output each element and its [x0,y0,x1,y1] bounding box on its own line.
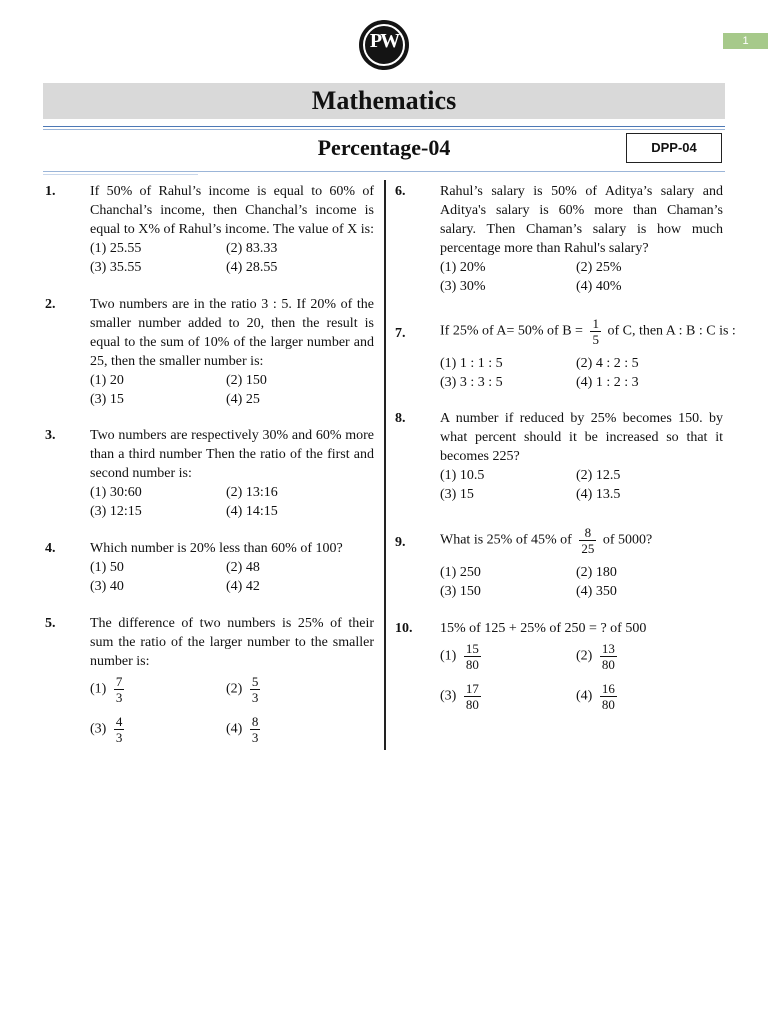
numerator: 8 [251,714,259,729]
option-2: (2) 13:16 [226,485,278,500]
option-2: (2) 48 [226,560,260,575]
denominator: 3 [251,730,259,745]
pw-logo [359,20,409,70]
option-3: (3) 40 [90,579,124,594]
topic-title: Percentage-04 [317,135,451,160]
numerator: 4 [115,714,123,729]
option-3: (3) 150 [440,584,481,599]
option-label: (4) [576,688,593,704]
denominator: 80 [601,657,615,672]
fraction [250,714,261,745]
option-1: (1) 10.5 [440,468,485,483]
fraction [579,525,596,556]
dpp-code-box: DPP-04 [626,133,722,163]
option-4: (4) 1 : 2 : 3 [576,375,639,390]
option-3: (3) 12:15 [90,504,142,519]
question-text: 15% of 125 + 25% of 250 = ? of 500 [440,621,647,636]
question-text: Two numbers are respectively 30% and 60% more than a third number Then the ratio of the first and second number is: [90,428,374,481]
option-3: (3) 15 [90,392,124,407]
numerator: 7 [115,674,123,689]
option-2: (2) 180 [576,565,617,580]
option-4: (4) 28.55 [226,260,278,275]
option-label: (2) [226,681,243,697]
section-rule [43,171,725,172]
option-4 [576,681,617,712]
fraction [114,674,125,705]
denominator: 25 [581,541,595,556]
fraction [114,714,125,745]
column-divider [384,180,386,750]
numerator: 16 [601,681,615,696]
question-text-before: What is 25% of 45% of [440,532,572,548]
option-label: (1) [90,681,107,697]
option-4: (4) 40% [576,279,622,294]
option-1: (1) 250 [440,565,481,580]
header-rule-light [43,129,725,130]
question-number: 9. [395,535,406,550]
question-number: 1. [45,184,56,199]
option-1: (1) 20% [440,260,486,275]
denominator: 80 [465,657,479,672]
option-2: (2) 150 [226,373,267,388]
option-1 [90,674,124,705]
fraction [464,681,481,712]
option-4: (4) 42 [226,579,260,594]
denominator: 3 [251,690,259,705]
subject-banner [43,83,725,119]
question-text [440,525,723,556]
option-2: (2) 12.5 [576,468,621,483]
option-4: (4) 350 [576,584,617,599]
option-label: (4) [226,721,243,737]
option-1: (1) 20 [90,373,124,388]
numerator: 5 [251,674,259,689]
question-number: 2. [45,297,56,312]
option-2: (2) 4 : 2 : 5 [576,356,639,371]
option-2: (2) 83.33 [226,241,278,256]
page-number-badge: 1 [723,33,768,49]
question-text-before: If 25% of A= 50% of B = [440,323,583,339]
fraction [250,674,261,705]
question-text: If 50% of Rahul’s income is equal to 60% of Chanchal’s income, then Chanchal’s income is equal to X% of Rahul’s income. The value of X is: [90,184,374,237]
question-number: 3. [45,428,56,443]
option-3: (3) 15 [440,487,474,502]
question-text: Which number is 20% less than 60% of 100? [90,541,343,556]
question-text [440,316,736,347]
question-text-after: of 5000? [602,532,653,548]
option-1: (1) 1 : 1 : 5 [440,356,503,371]
fraction [600,681,617,712]
option-1: (1) 50 [90,560,124,575]
numerator: 15 [465,641,479,656]
option-2 [576,641,617,672]
option-3 [90,714,124,745]
question-text: The difference of two numbers is 25% of their sum the ratio of the larger number to the smaller number is: [90,616,374,669]
denominator: 3 [115,690,123,705]
denominator: 3 [115,730,123,745]
option-4: (4) 14:15 [226,504,278,519]
option-label: (3) [440,688,457,704]
numerator: 13 [601,641,615,656]
logo-text: PW [369,30,399,52]
question-text: Rahul’s salary is 50% of Aditya’s salary and Aditya's salary is 60% more than Chaman’s salary. Then Chaman’s salary is how much percentage more than Rahul's salary? [440,184,723,256]
question-text: Two numbers are in the ratio 3 : 5. If 20% of the smaller number added to 20, then the result is equal to the sum of 10% of the larger number and 25, then the smaller number is: [90,297,374,369]
option-1 [440,641,481,672]
option-4: (4) 13.5 [576,487,621,502]
option-4: (4) 25 [226,392,260,407]
fraction [590,316,601,347]
option-1: (1) 25.55 [90,241,142,256]
option-label: (3) [90,721,107,737]
question-number: 6. [395,184,406,199]
option-label: (1) [440,648,457,664]
option-3: (3) 30% [440,279,486,294]
numerator: 17 [465,681,479,696]
subject-title: Mathematics [311,86,457,115]
denominator: 80 [601,697,615,712]
option-2 [226,674,260,705]
fraction [464,641,481,672]
section-rule-accent [43,174,198,175]
denominator: 80 [465,697,479,712]
question-number: 8. [395,411,406,426]
question-number: 10. [395,621,413,636]
option-4 [226,714,260,745]
header-rule [43,126,725,127]
option-1: (1) 30:60 [90,485,142,500]
question-number: 7. [395,326,406,341]
option-3 [440,681,481,712]
question-number: 5. [45,616,56,631]
option-3: (3) 35.55 [90,260,142,275]
option-2: (2) 25% [576,260,622,275]
question-text-after: of C, then A : B : C is : [607,323,736,339]
fraction [600,641,617,672]
question-number: 4. [45,541,56,556]
numerator: 1 [592,316,599,331]
denominator: 5 [592,332,599,347]
option-3: (3) 3 : 3 : 5 [440,375,503,390]
question-text: A number if reduced by 25% becomes 150. by what percent should it be increased so that it becomes 225? [440,411,723,464]
option-label: (2) [576,648,593,664]
numerator: 8 [579,525,596,541]
